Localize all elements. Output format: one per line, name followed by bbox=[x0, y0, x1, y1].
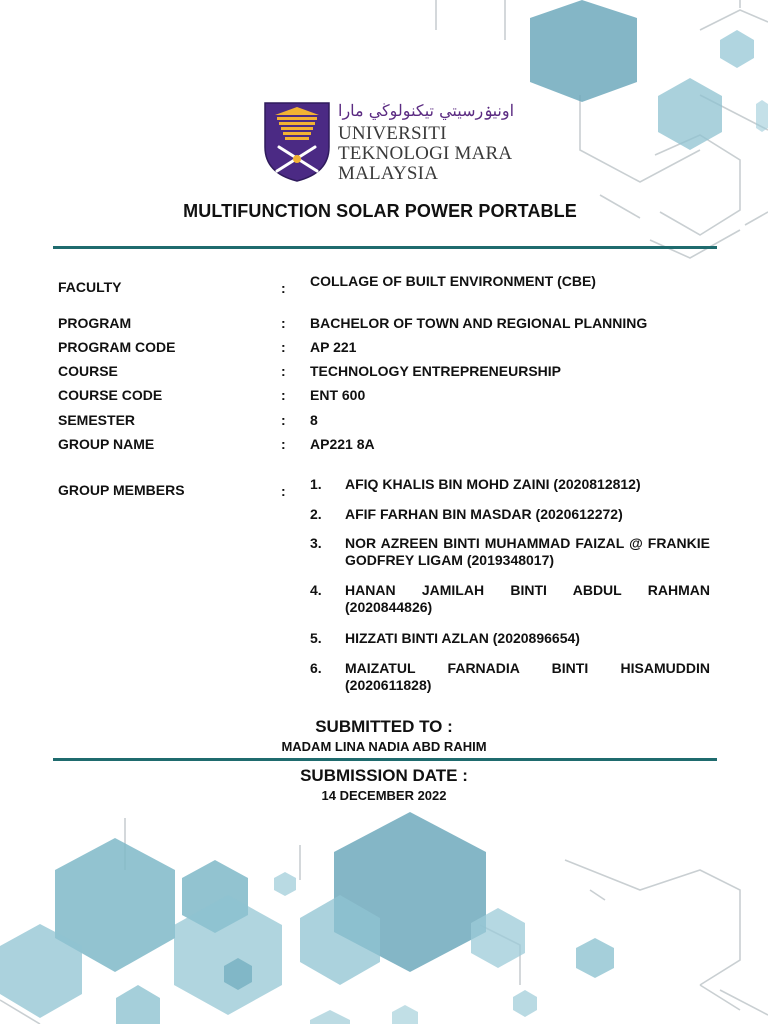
lecturer-name: MADAM LINA NADIA ABD RAHIM bbox=[281, 739, 487, 754]
submission-date-heading: SUBMISSION DATE : bbox=[300, 766, 468, 785]
course-code-label: COURSE CODE bbox=[58, 387, 163, 403]
member-number: 1. bbox=[310, 476, 322, 492]
group-members-label: GROUP MEMBERS bbox=[58, 482, 185, 498]
member-number: 2. bbox=[310, 506, 322, 522]
program-code-value: AP 221 bbox=[310, 339, 357, 355]
member-number: 4. bbox=[310, 582, 322, 598]
uitm-crest-icon bbox=[263, 101, 331, 183]
member-name: AFIF FARHAN BIN MASDAR (2020612272) bbox=[345, 506, 623, 522]
program-colon: : bbox=[281, 315, 286, 331]
program-value: BACHELOR OF TOWN AND REGIONAL PLANNING bbox=[310, 315, 648, 331]
semester-colon: : bbox=[281, 412, 286, 428]
submitted-to-heading: SUBMITTED TO : bbox=[315, 717, 453, 736]
course-colon: : bbox=[281, 363, 286, 379]
member-name: HANAN JAMILAH BINTI ABDUL RAHMAN (2020844826) bbox=[345, 582, 710, 615]
group-name-label: GROUP NAME bbox=[58, 436, 155, 452]
group-name-colon: : bbox=[281, 436, 286, 452]
logo-jawi-text: اونيۏرسيتي تيكنولوڬي مارا bbox=[338, 101, 515, 120]
course-value: TECHNOLOGY ENTREPRENEURSHIP bbox=[310, 363, 561, 379]
member-name: HIZZATI BINTI AZLAN (2020896654) bbox=[345, 630, 580, 646]
faculty-label: FACULTY bbox=[58, 279, 122, 295]
faculty-value: COLLAGE OF BUILT ENVIRONMENT (CBE) bbox=[310, 273, 596, 289]
member-number: 3. bbox=[310, 535, 322, 551]
faculty-colon: : bbox=[281, 280, 286, 296]
group-name-value: AP221 8A bbox=[310, 436, 375, 452]
semester-label: SEMESTER bbox=[58, 412, 136, 428]
logo-malaysia-line: MALAYSIA bbox=[338, 163, 439, 184]
program-label: PROGRAM bbox=[58, 315, 132, 331]
group-members-colon: : bbox=[281, 483, 286, 499]
program-code-label: PROGRAM CODE bbox=[58, 339, 176, 355]
submission-date-value: 14 DECEMBER 2022 bbox=[321, 788, 447, 803]
member-name: AFIQ KHALIS BIN MOHD ZAINI (2020812812) bbox=[345, 476, 641, 492]
program-code-colon: : bbox=[281, 339, 286, 355]
university-logo bbox=[263, 101, 513, 185]
course-label: COURSE bbox=[58, 363, 118, 379]
logo-university-line: UNIVERSITI bbox=[338, 123, 447, 144]
course-code-colon: : bbox=[281, 387, 286, 403]
top-divider bbox=[53, 246, 717, 249]
member-number: 6. bbox=[310, 660, 322, 676]
member-name: MAIZATUL FARNADIA BINTI HISAMUDDIN (2020611828) bbox=[345, 660, 710, 693]
document-title: MULTIFUNCTION SOLAR POWER PORTABLE bbox=[183, 201, 577, 221]
course-code-value: ENT 600 bbox=[310, 387, 366, 403]
bottom-divider bbox=[53, 758, 717, 761]
semester-value: 8 bbox=[310, 412, 318, 428]
member-number: 5. bbox=[310, 630, 322, 646]
logo-teknologi-mara-line: TEKNOLOGI MARA bbox=[338, 143, 513, 164]
member-name: NOR AZREEN BINTI MUHAMMAD FAIZAL @ FRANKIE GODFREY LIGAM (2019348017) bbox=[345, 535, 710, 568]
